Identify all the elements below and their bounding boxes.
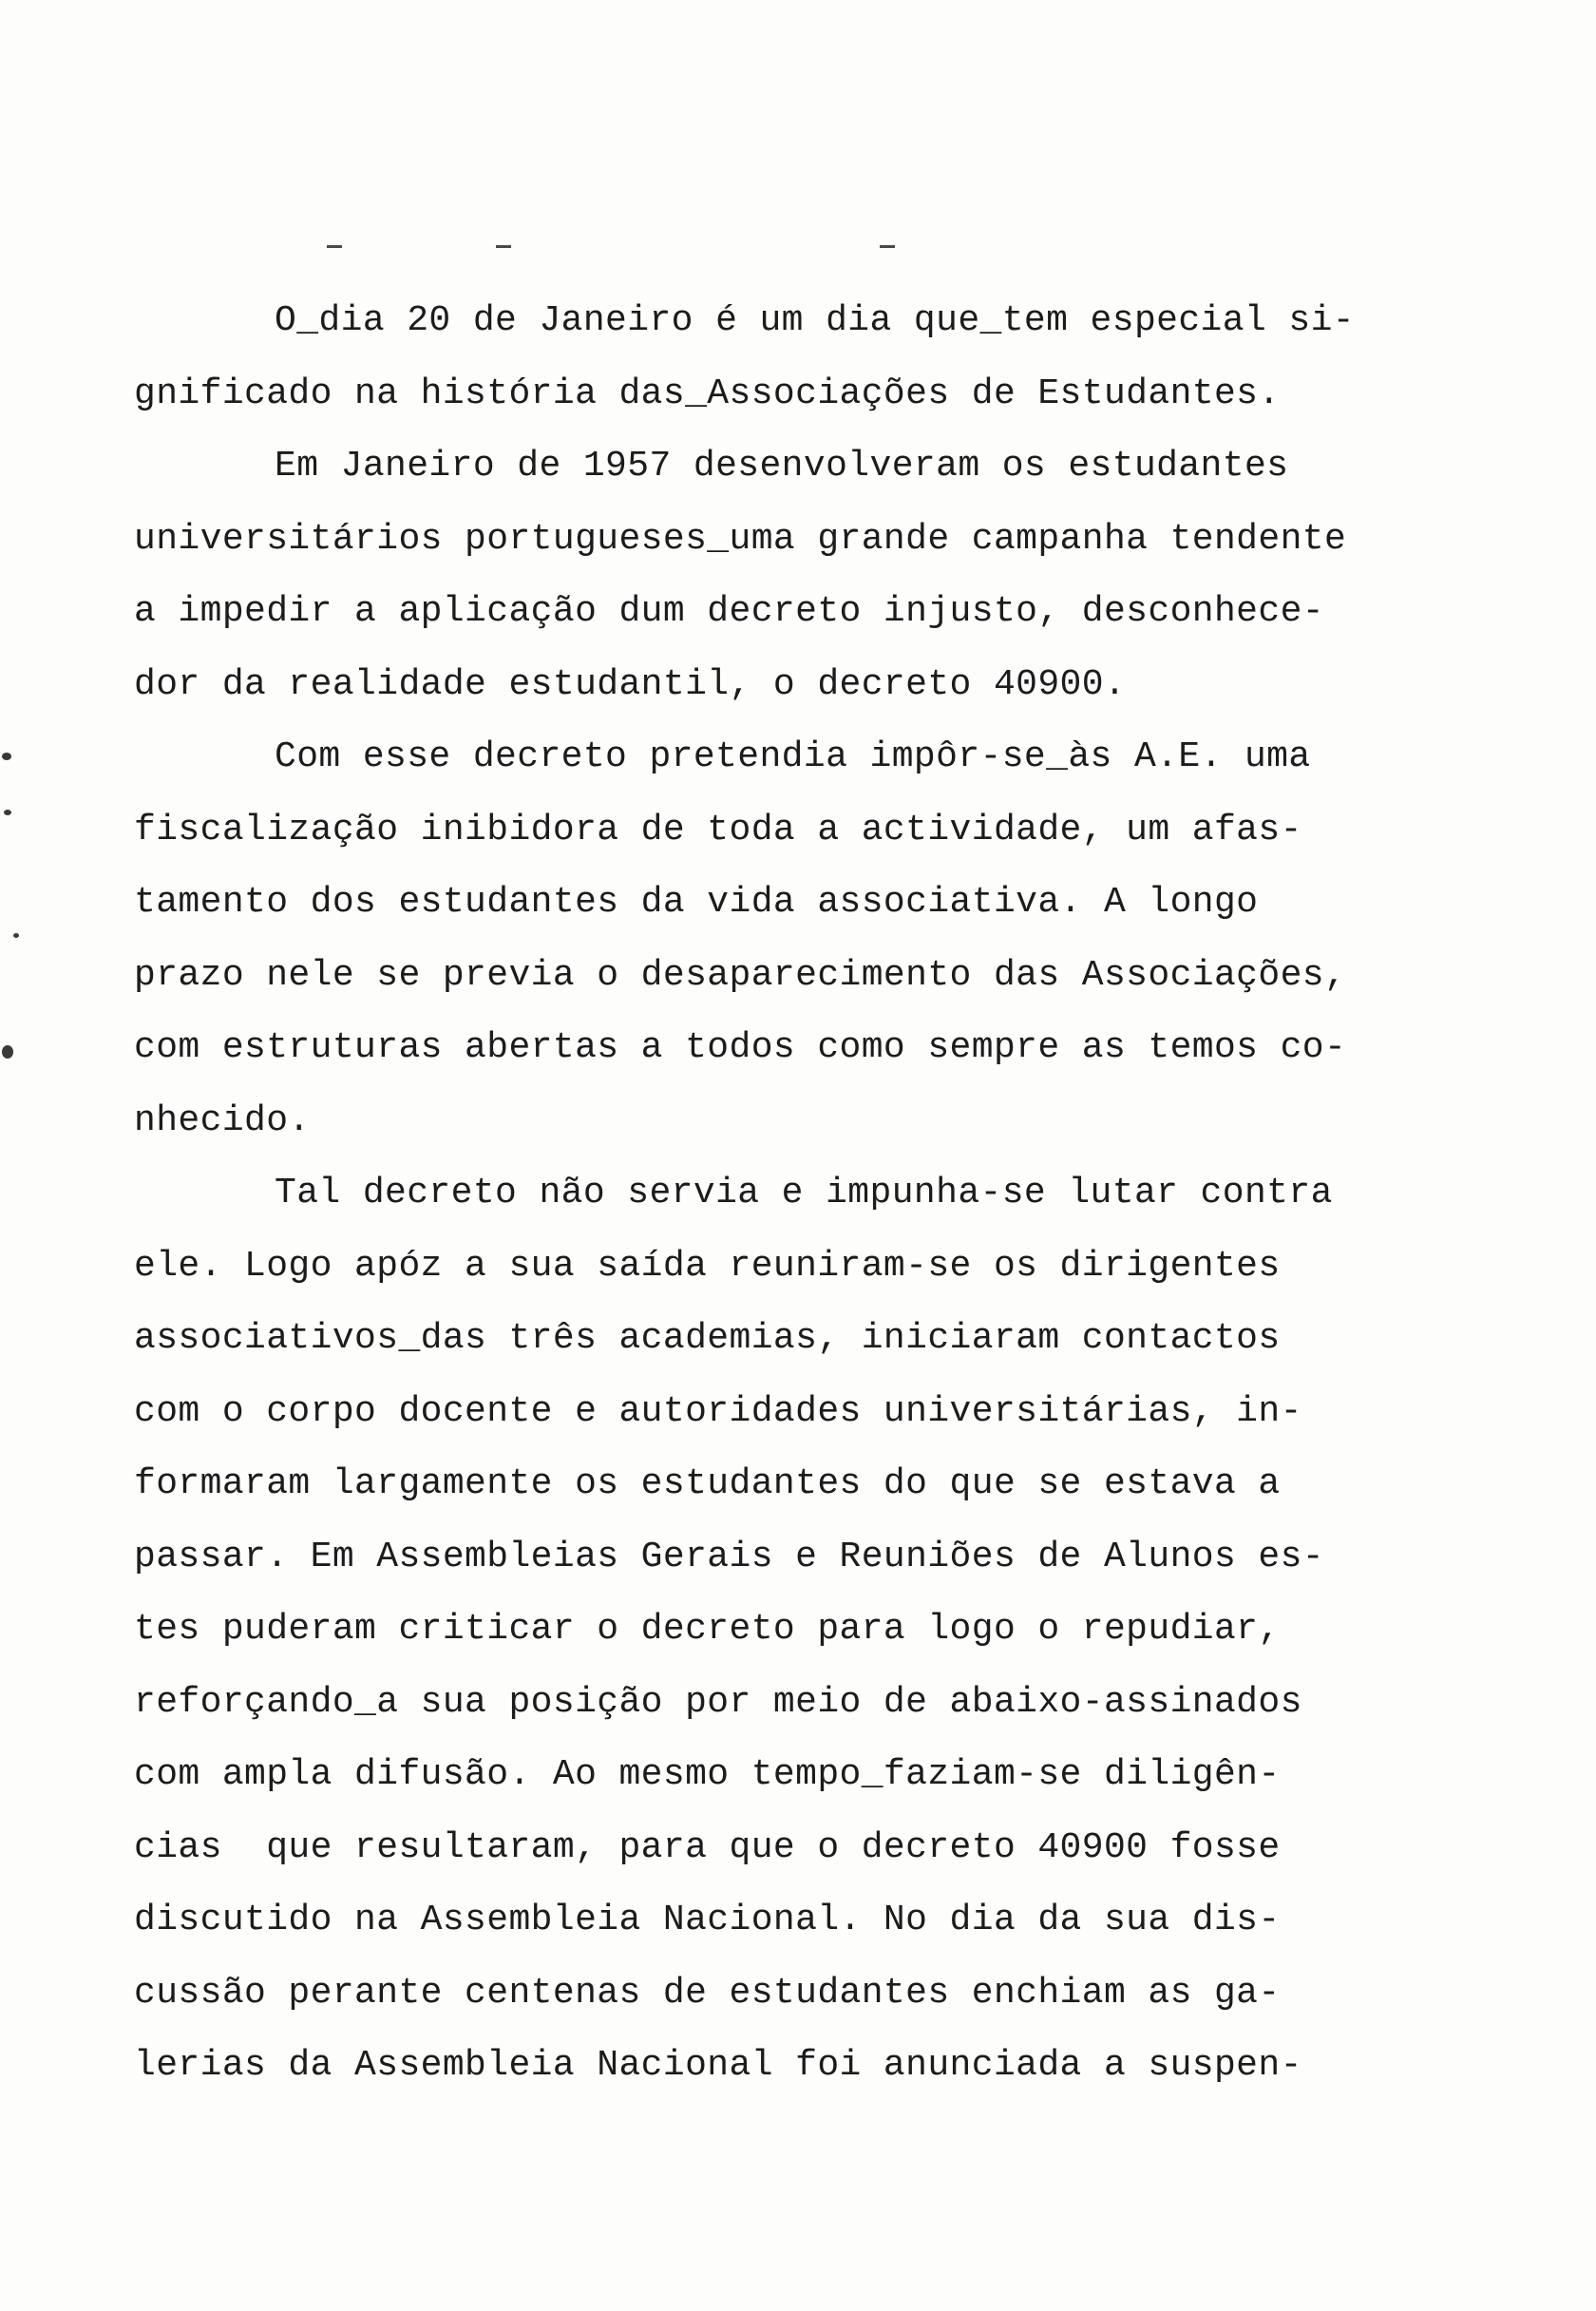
text-line: com estruturas abertas a todos como sempre as temos co- bbox=[134, 1027, 1347, 1068]
text-line: com o corpo docente e autoridades universitárias, in- bbox=[134, 1390, 1302, 1432]
margin-ink-speck bbox=[2, 1045, 13, 1059]
text-line: gnificado na história das_Associações de Estudantes. bbox=[134, 372, 1281, 414]
text-line: discutido na Assembleia Nacional. No dia da sua dis- bbox=[134, 1900, 1281, 1940]
text-line: ele. Logo apóz a sua saída reuniram-se os dirigentes bbox=[134, 1245, 1281, 1287]
text-line: lerias da Assembleia Nacional foi anunciada a suspen- bbox=[134, 2045, 1302, 2086]
margin-ink-speck bbox=[4, 810, 11, 815]
text-line: associativos_das três academias, iniciaram contactos bbox=[134, 1318, 1281, 1359]
text-line: fiscalização inibidora de toda a actividade, um afas- bbox=[134, 809, 1302, 850]
text-line: com ampla difusão. Ao mesmo tempo_faziam-se diligên- bbox=[134, 1754, 1281, 1795]
text-line: reforçando_a sua posição por meio de abaixo-assinados bbox=[134, 1681, 1302, 1723]
margin-ink-speck bbox=[2, 753, 11, 760]
text-line: Com esse decreto pretendia impôr-se_às A.E. uma bbox=[275, 736, 1311, 777]
text-line: nhecido. bbox=[134, 1099, 311, 1141]
text-line: tes puderam criticar o decreto para logo o repudiar, bbox=[134, 1609, 1281, 1650]
text-line: passar. Em Assembleias Gerais e Reuniões de Alunos es- bbox=[134, 1536, 1324, 1577]
typed-dash-mark bbox=[327, 245, 342, 248]
text-line: a impedir a aplicação dum decreto injusto, desconhece- bbox=[134, 591, 1324, 632]
typed-dash-mark bbox=[496, 245, 511, 248]
typed-dash-mark bbox=[880, 245, 895, 248]
text-line: cussão perante centenas de estudantes enchiam as ga- bbox=[134, 1972, 1281, 2014]
text-line: cias que resultaram, para que o decreto 40900 fosse bbox=[134, 1826, 1281, 1868]
text-line: Em Janeiro de 1957 desenvolveram os estudantes bbox=[275, 446, 1289, 487]
text-line: Tal decreto não servia e impunha-se lutar contra bbox=[275, 1173, 1333, 1213]
text-line: dor da realidade estudantil, o decreto 40900. bbox=[134, 663, 1127, 705]
text-line: formaram largamente os estudantes do que se estava a bbox=[134, 1463, 1281, 1504]
text-line: prazo nele se previa o desaparecimento das Associações, bbox=[134, 954, 1347, 996]
text-line: universitários portugueses_uma grande campanha tendente bbox=[134, 518, 1347, 560]
text-line: O_dia 20 de Janeiro é um dia que_tem especial si- bbox=[275, 300, 1355, 341]
margin-ink-speck bbox=[13, 933, 19, 938]
text-line: tamento dos estudantes da vida associativa. A longo bbox=[134, 882, 1259, 923]
typewritten-body-text bbox=[134, 285, 1435, 2103]
